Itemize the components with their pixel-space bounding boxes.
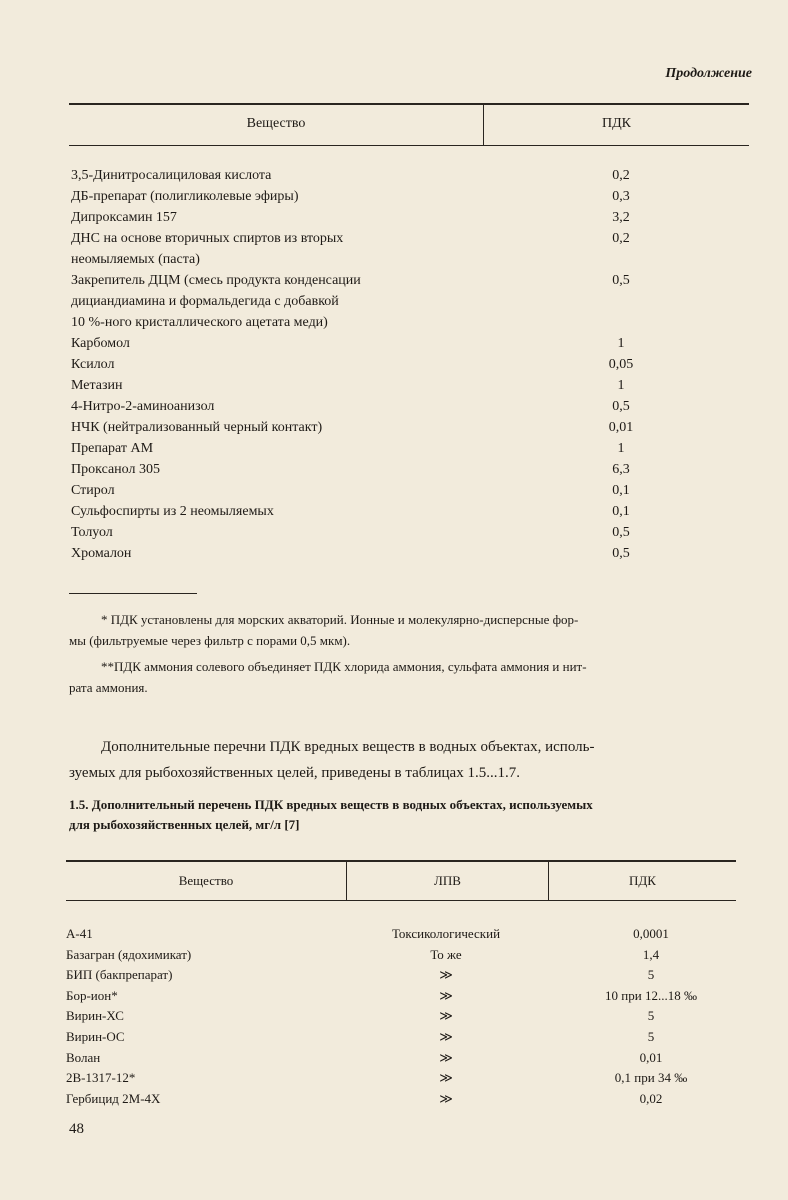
table2-row	[66, 926, 756, 947]
table1-row	[71, 168, 671, 189]
substance-name: 10 %-ного кристаллического ацетата меди)	[71, 315, 328, 330]
paragraph-line-2: зуемых для рыбохозяйственных целей, приведены в таблицах 1.5...1.7.	[69, 765, 520, 781]
pdk-value: 0,2	[612, 231, 630, 246]
table1-row	[71, 210, 671, 231]
table1-row	[71, 420, 671, 441]
pdk-value: 0,01	[639, 1050, 663, 1065]
substance-name: неомыляемых (паста)	[71, 252, 200, 267]
table2-row	[66, 1008, 756, 1029]
table1-row	[71, 252, 671, 273]
substance-name: Гербицид 2М-4Х	[66, 1091, 161, 1106]
substance-name: Проксанол 305	[71, 462, 160, 477]
pdk-value: 1	[617, 441, 625, 456]
substance-name: Дипроксамин 157	[71, 210, 177, 225]
table1-row	[71, 441, 671, 462]
table1-row	[71, 231, 671, 252]
footnote-2-line-2: рата аммония.	[69, 680, 148, 695]
pdk-value: 0,5	[612, 525, 630, 540]
substance-name: Толуол	[71, 525, 113, 540]
lpv-value: ≫	[439, 1029, 453, 1044]
substance-name: А-41	[66, 926, 93, 941]
substance-name: 2В-1317-12*	[66, 1070, 136, 1085]
lpv-value: ≫	[439, 1070, 453, 1085]
table2-caption	[69, 795, 749, 835]
paragraph-line-1: Дополнительные перечни ПДК вредных веществ в водных объектах, исполь-	[101, 739, 595, 755]
table1-row	[71, 315, 671, 336]
lpv-value: ≫	[439, 988, 453, 1003]
pdk-value: 10 при 12...18 ‰	[605, 988, 697, 1003]
lpv-value: Токсикологический	[391, 926, 501, 941]
substance-name: Карбомол	[71, 336, 130, 351]
table1-row	[71, 336, 671, 357]
pdk-value: 1	[617, 336, 625, 351]
substance-name: Хромалон	[71, 546, 132, 561]
pdk-value: 0,1	[612, 504, 630, 519]
table1-row	[71, 357, 671, 378]
pdk-value: 0,3	[612, 189, 630, 204]
lpv-value: ≫	[439, 1091, 453, 1106]
pdk-value: 5	[647, 1029, 655, 1044]
footnote-2	[69, 656, 749, 698]
lpv-value: ≫	[439, 1050, 453, 1065]
pdk-value: 0,1 при 34 ‰	[614, 1070, 688, 1085]
lpv-value: ≫	[439, 1008, 453, 1023]
table1-row	[71, 294, 671, 315]
footnote-1-line-1: * ПДК установлены для морских акваторий. Ионные и молекулярно-дисперсные фор-	[101, 612, 579, 627]
substance-name: Бор-ион*	[66, 988, 118, 1003]
table1-header-pdk: ПДК	[602, 116, 631, 131]
table1-row	[71, 483, 671, 504]
substance-name: Препарат АМ	[71, 441, 154, 456]
table2-header-pdk: ПДК	[629, 873, 656, 888]
substance-name: Вирин-ОС	[66, 1029, 125, 1044]
pdk-value: 0,5	[612, 273, 630, 288]
pdk-value: 5	[647, 1008, 655, 1023]
pdk-value: 5	[647, 967, 655, 982]
table2-caption-line-1: 1.5. Дополнительный перечень ПДК вредных веществ в водных объектах, используемых	[69, 797, 593, 812]
substance-name: дициандиамина и формальдегида с добавкой	[71, 294, 339, 309]
body-paragraph	[69, 734, 749, 786]
pdk-value: 1	[617, 378, 625, 393]
substance-name: Закрепитель ДЦМ (смесь продукта конденсации	[71, 273, 361, 288]
page-number: 48	[69, 1121, 84, 1137]
table2-row	[66, 988, 756, 1009]
pdk-value: 0,05	[608, 357, 634, 372]
table1-row	[71, 399, 671, 420]
table2-row	[66, 1029, 756, 1050]
table2-row	[66, 1050, 756, 1071]
pdk-value: 0,0001	[633, 926, 669, 941]
table2-top-rule	[66, 860, 736, 862]
pdk-value: 0,02	[639, 1091, 663, 1106]
pdk-value: 0,2	[612, 168, 630, 183]
substance-name: Ксилол	[71, 357, 115, 372]
footnote-1	[69, 609, 749, 651]
lpv-value: То же	[430, 947, 462, 962]
table1-row	[71, 504, 671, 525]
table2-row	[66, 1091, 756, 1112]
pdk-value: 6,3	[612, 462, 630, 477]
substance-name: 3,5-Динитросалициловая кислота	[71, 168, 272, 183]
substance-name: Метазин	[71, 378, 123, 393]
footnote-2-line-1: **ПДК аммония солевого объединяет ПДК хлорида аммония, сульфата аммония и нит-	[101, 659, 587, 674]
substance-name: Вирин-ХС	[66, 1008, 124, 1023]
table1-row	[71, 546, 671, 567]
continuation-label: Продолжение	[665, 66, 752, 81]
pdk-value: 0,1	[612, 483, 630, 498]
pdk-value: 0,5	[612, 399, 630, 414]
substance-name: Базагран (ядохимикат)	[66, 947, 192, 962]
substance-name: Стирол	[71, 483, 115, 498]
table2-header-substance: Вещество	[178, 873, 234, 888]
lpv-value: ≫	[439, 967, 453, 982]
table1-row	[71, 378, 671, 399]
substance-name: 4-Нитро-2-аминоанизол	[71, 399, 215, 414]
table1-row	[71, 462, 671, 483]
table2-header-rule	[66, 900, 736, 901]
substance-name: ДНС на основе вторичных спиртов из вторых	[71, 231, 344, 246]
table1-header-substance: Вещество	[246, 116, 306, 131]
substance-name: Волан	[66, 1050, 101, 1065]
table2-row	[66, 967, 756, 988]
substance-name: Сульфоспирты из 2 неомыляемых	[71, 504, 274, 519]
footnote-separator	[69, 593, 197, 594]
table2-row	[66, 1070, 756, 1091]
substance-name: БИП (бакпрепарат)	[66, 967, 173, 982]
substance-name: ДБ-препарат (полигликолевые эфиры)	[71, 189, 299, 204]
table1-header-rule	[69, 145, 749, 146]
table2-row	[66, 947, 756, 968]
footnote-1-line-2: мы (фильтруемые через фильтр с порами 0,5 мкм).	[69, 633, 351, 648]
table2-header-lpv: ЛПВ	[434, 873, 461, 888]
substance-name: НЧК (нейтрализованный черный контакт)	[71, 420, 323, 435]
pdk-value: 0,01	[608, 420, 634, 435]
pdk-value: 3,2	[612, 210, 630, 225]
table1-row	[71, 273, 671, 294]
table1-row	[71, 189, 671, 210]
table2-caption-line-2: для рыбохозяйственных целей, мг/л [7]	[69, 817, 300, 832]
table1-row	[71, 525, 671, 546]
pdk-value: 0,5	[612, 546, 630, 561]
pdk-value: 1,4	[642, 947, 660, 962]
table1-top-rule	[69, 103, 749, 105]
